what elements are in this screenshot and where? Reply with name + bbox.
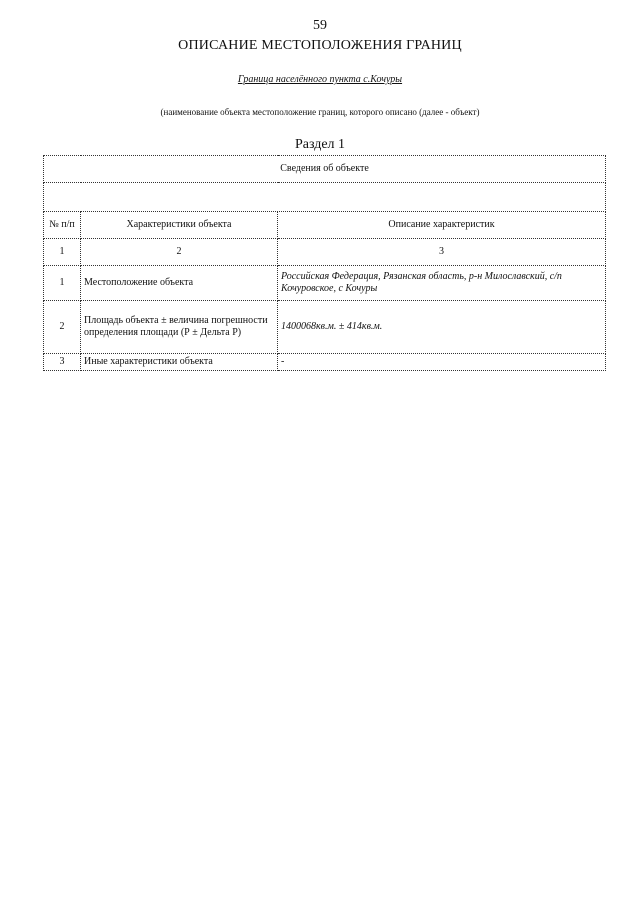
row-description: Российская Федерация, Рязанская область, р-н Милославский, с/п Кочуровское, с Кочуры: [278, 266, 606, 301]
row-num: 1: [44, 266, 81, 301]
object-name-text: Граница населённого пункта с.Кочуры: [237, 74, 403, 85]
object-caption: (наименование объекта местоположение границ, которого описано (далее - объект): [160, 107, 480, 117]
column-header-characteristic: Характеристики объекта: [81, 212, 278, 239]
column-number-2: 2: [81, 239, 278, 266]
row-characteristic: Площадь объекта ± величина погрешности определения площади (Р ± Дельта Р): [81, 301, 278, 354]
column-number-1: 1: [44, 239, 81, 266]
table-empty-cell: [44, 183, 606, 212]
row-num: 3: [44, 354, 81, 371]
row-description: -: [278, 354, 606, 371]
row-description: 1400068кв.м. ± 414кв.м.: [278, 301, 606, 354]
object-table: [43, 155, 606, 371]
column-header-description: Описание характеристик: [278, 212, 606, 239]
table-column-numbers-row: [44, 239, 606, 266]
table-heading-row: [44, 156, 606, 183]
table-row: [44, 301, 606, 354]
column-number-3: 3: [278, 239, 606, 266]
object-name: [0, 74, 640, 85]
table-row: [44, 266, 606, 301]
table-empty-row: [44, 183, 606, 212]
page-number: 59: [313, 18, 327, 33]
row-characteristic: Иные характеристики объекта: [81, 354, 278, 371]
object-info-table: [43, 155, 605, 371]
table-heading: Сведения об объекте: [44, 156, 606, 183]
table-row: [44, 354, 606, 371]
table-header-row: [44, 212, 606, 239]
row-characteristic: Местоположение объекта: [81, 266, 278, 301]
column-header-num: № п/п: [44, 212, 81, 239]
section-title: Раздел 1: [294, 137, 346, 152]
document-title: ОПИСАНИЕ МЕСТОПОЛОЖЕНИЯ ГРАНИЦ: [178, 38, 462, 53]
row-num: 2: [44, 301, 81, 354]
